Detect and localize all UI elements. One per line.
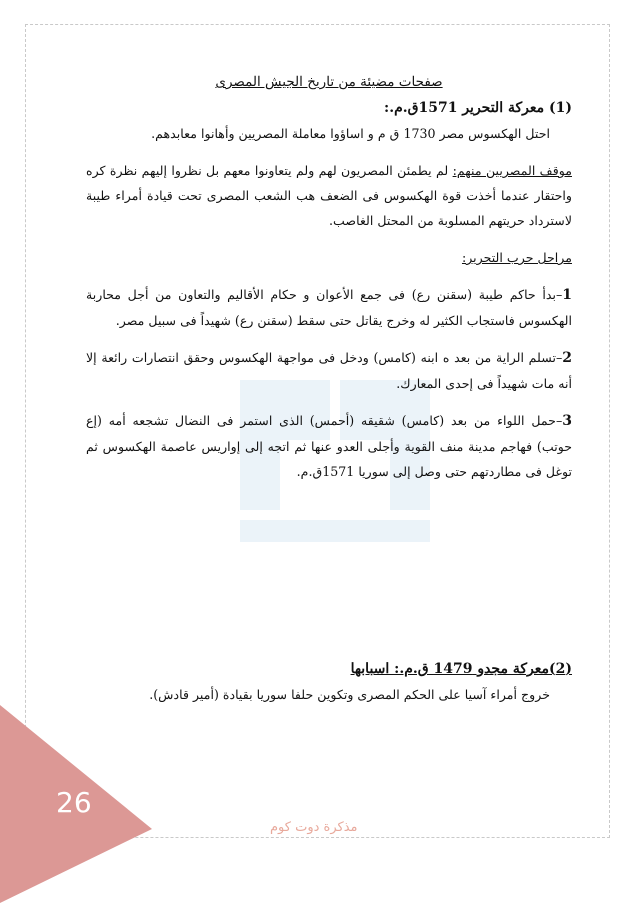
stages-label: مراحل حرب التحرير:: [461, 250, 572, 265]
stance-paragraph: [86, 158, 572, 233]
page-title: صفحات مضيئة من تاريخ الجيش المصرى: [215, 74, 443, 90]
stage-1: 1–بدأ حاكم طيبة (سقنن رع) فى جمع الأعوان و حكام الأقاليم والتعاون من أجل محاربة الهكسوس فاستجاب الكثير له وخرج يقاتل حتى سقط (سقنن رع) شهيداً فى سبيل مصر.: [86, 287, 572, 328]
stage-3: 3–حمل اللواء من بعد (كامس) شقيقه (أحمس) الذى استمر فى النضال تشجعه أمه (إع حوتب) فهاجم مدينة منف القوية وأجلى العدو عنها ثم اتجه إلى إواريس عاصمة الهكسوس ثم توغل فى مطاردتهم حتى وصل إلى سوريا 1571ق.م.: [86, 413, 572, 479]
section-1-heading: (1) معركة التحرير 1571ق.م.:: [384, 100, 572, 116]
page-number: 26: [56, 786, 92, 819]
page-content: [86, 70, 572, 707]
section-2-text: خروج أمراء آسيا على الحكم المصرى وتكوين حلفا سوريا بقيادة (أمير قادش).: [149, 687, 550, 702]
site-watermark-text: مذكرة دوت كوم: [270, 820, 358, 835]
stage-2: 2–تسلم الراية من بعد ه ابنه (كامس) ودخل فى مواجهة الهكسوس وحقق انتصارات رائعة إلا أنه مات شهيداً فى إحدى المعارك.: [86, 350, 572, 391]
stance-text: لم يطمئن المصريون لهم ولم يتعاونوا معهم بل نظروا إليهم نظرة كره واحتقار عندما أخذت قوة الهكسوس فى الضعف هب الشعب المصرى تحت قيادة أمراء طيبة لاسترداد حريتهم المسلوبة من المحتل الغاصب.: [86, 163, 572, 228]
section-1-intro: احتل الهكسوس مصر 1730 ق م و اساؤوا معاملة المصريين وأهانوا معابدهم.: [151, 126, 550, 141]
stance-label: موقف المصريين منهم:: [452, 163, 572, 178]
section-2-heading: (2)معركة مجدو 1479 ق.م.: اسبابها: [350, 661, 572, 677]
